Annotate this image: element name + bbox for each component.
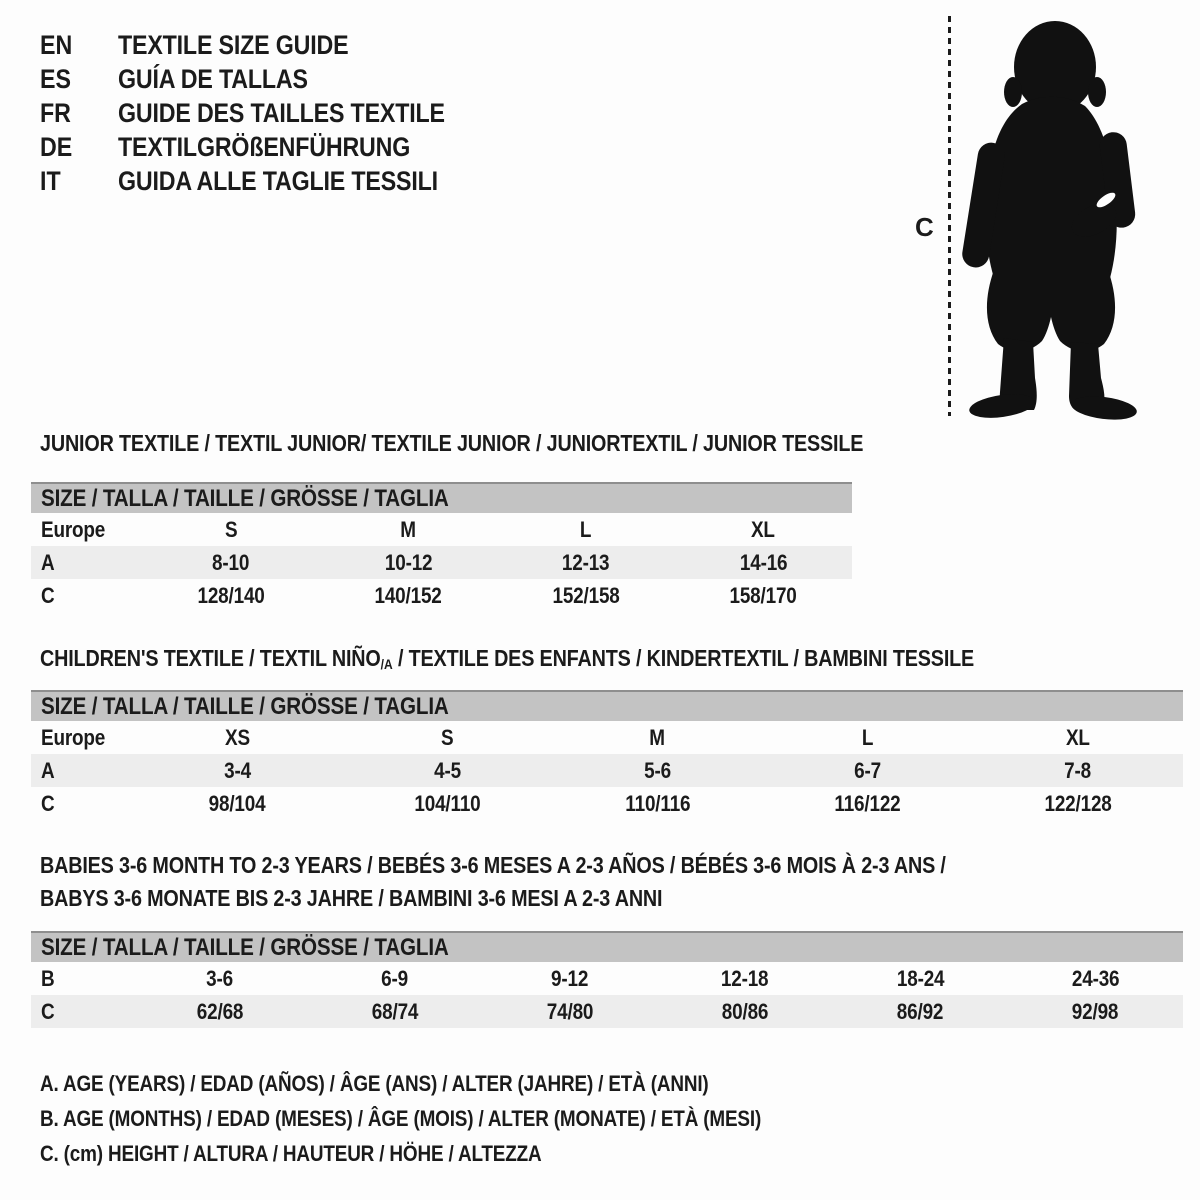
- table-row-europe: [31, 721, 1183, 754]
- age-cell: 6-9: [381, 965, 409, 991]
- height-cell: 110/116: [624, 790, 691, 816]
- language-row-es: [40, 62, 498, 96]
- section-title-babies-line2: BABYS 3-6 MONATE BIS 2-3 JAHRE / BAMBINI 3-6 MESI A 2-3 ANNI: [40, 885, 663, 911]
- height-cell: 116/122: [834, 790, 901, 816]
- height-cell: 86/92: [897, 998, 944, 1024]
- language-row-fr: [40, 96, 498, 130]
- section-title-babies-line1: BABIES 3-6 MONTH TO 2-3 YEARS / BEBÉS 3-6 MESES A 2-3 AÑOS / BÉBÉS 3-6 MOIS À 2-3 ANS /: [40, 852, 946, 878]
- table-row-height-cm: [31, 995, 1183, 1028]
- age-cell: 3-4: [223, 757, 251, 783]
- junior-size-table: [31, 482, 852, 612]
- height-cell: 152/158: [552, 582, 620, 608]
- legend-age-months: B. AGE (MONTHS) / EDAD (MESES) / ÂGE (MOIS) / ALTER (MONATE) / ETÀ (MESI): [40, 1105, 762, 1131]
- language-code: DE: [40, 131, 73, 162]
- size-cell: XS: [224, 724, 250, 750]
- table-row-age-years: [31, 546, 852, 579]
- section-title-babies: [40, 849, 1093, 915]
- guide-title-it: GUIDA ALLE TAGLIE TESSILI: [118, 165, 438, 196]
- size-cell: S: [441, 724, 454, 750]
- size-header-bar: [31, 931, 1183, 962]
- age-cell: 6-7: [854, 757, 882, 783]
- age-cell: 12-18: [721, 965, 769, 991]
- language-code: EN: [40, 29, 73, 60]
- size-cell: M: [400, 516, 417, 542]
- size-header-bar: [31, 482, 852, 513]
- height-cell: 80/86: [721, 998, 769, 1024]
- guide-title-fr: GUIDE DES TAILLES TEXTILE: [118, 97, 445, 128]
- row-label: C: [41, 790, 55, 816]
- title-post: / TEXTILE DES ENFANTS / KINDERTEXTIL / BAMBINI TESSILE: [392, 645, 975, 671]
- age-cell: 3-6: [206, 965, 234, 991]
- height-cell: 104/110: [414, 790, 481, 816]
- language-code: ES: [40, 63, 71, 94]
- row-label: A: [41, 549, 55, 575]
- children-size-table: [31, 690, 1183, 820]
- guide-title-es: GUÍA DE TALLAS: [118, 63, 308, 94]
- age-cell: 10-12: [384, 549, 433, 575]
- row-label: C: [41, 998, 55, 1024]
- language-row-de: [40, 130, 498, 164]
- language-title-list: [40, 28, 498, 198]
- row-label: Europe: [41, 516, 106, 542]
- height-cell: 140/152: [374, 582, 442, 608]
- row-label: B: [41, 965, 55, 991]
- age-cell: 9-12: [551, 965, 589, 991]
- size-cell: XL: [751, 516, 776, 542]
- language-code: IT: [40, 165, 61, 196]
- height-cell: 98/104: [208, 790, 266, 816]
- language-code: FR: [40, 97, 71, 128]
- height-cell: 62/68: [196, 998, 243, 1024]
- section-title-junior: JUNIOR TEXTILE / TEXTIL JUNIOR/ TEXTILE JUNIOR / JUNIORTEXTIL / JUNIOR TESSILE: [40, 430, 864, 456]
- size-cell: L: [862, 724, 874, 750]
- height-measure-dashed-line: [948, 16, 951, 416]
- age-cell: 5-6: [644, 757, 671, 783]
- age-cell: 4-5: [433, 757, 461, 783]
- table-row-height-cm: [31, 579, 852, 612]
- age-cell: 8-10: [212, 549, 250, 575]
- table-row-europe: [31, 513, 852, 546]
- age-cell: 7-8: [1064, 757, 1092, 783]
- age-cell: 14-16: [739, 549, 788, 575]
- height-cell: 74/80: [546, 998, 594, 1024]
- row-label: C: [41, 582, 55, 608]
- size-cell: L: [580, 516, 592, 542]
- size-cell: XL: [1065, 724, 1090, 750]
- row-label: Europe: [41, 724, 106, 750]
- section-title-children: [40, 644, 1126, 678]
- title-subscript: /A: [380, 656, 393, 672]
- size-cell: M: [649, 724, 666, 750]
- table-row-age-months: [31, 962, 1183, 995]
- age-cell: 18-24: [896, 965, 945, 991]
- table-row-age-years: [31, 754, 1183, 787]
- height-measure-label: C: [915, 212, 934, 242]
- height-cell: 122/128: [1044, 790, 1112, 816]
- height-cell: 158/170: [729, 582, 797, 608]
- height-cell: 92/98: [1072, 998, 1119, 1024]
- age-cell: 12-13: [561, 549, 610, 575]
- language-row-it: [40, 164, 498, 198]
- size-header-text: SIZE / TALLA / TAILLE / GRÖSSE / TAGLIA: [41, 933, 449, 961]
- height-cell: 128/140: [197, 582, 265, 608]
- height-cell: 68/74: [371, 998, 418, 1024]
- size-header-bar: [31, 690, 1183, 721]
- size-header-text: SIZE / TALLA / TAILLE / GRÖSSE / TAGLIA: [41, 484, 449, 512]
- measure-legend: [40, 1066, 878, 1171]
- size-cell: S: [224, 516, 237, 542]
- table-row-height-cm: [31, 787, 1183, 820]
- guide-title-de: TEXTILGRÖßENFÜHRUNG: [118, 131, 411, 162]
- size-header-text: SIZE / TALLA / TAILLE / GRÖSSE / TAGLIA: [41, 692, 449, 720]
- language-row-en: [40, 28, 498, 62]
- legend-height-cm: C. (cm) HEIGHT / ALTURA / HAUTEUR / HÖHE / ALTEZZA: [40, 1140, 542, 1166]
- guide-title-en: TEXTILE SIZE GUIDE: [118, 29, 349, 60]
- legend-age-years: A. AGE (YEARS) / EDAD (AÑOS) / ÂGE (ANS) / ALTER (JAHRE) / ETÀ (ANNI): [40, 1070, 709, 1096]
- toddler-silhouette-icon: [958, 14, 1148, 424]
- row-label: A: [41, 757, 55, 783]
- age-cell: 24-36: [1071, 965, 1120, 991]
- babies-size-table: [31, 931, 1183, 1028]
- title-pre: CHILDREN'S TEXTILE / TEXTIL NIÑO: [40, 645, 381, 671]
